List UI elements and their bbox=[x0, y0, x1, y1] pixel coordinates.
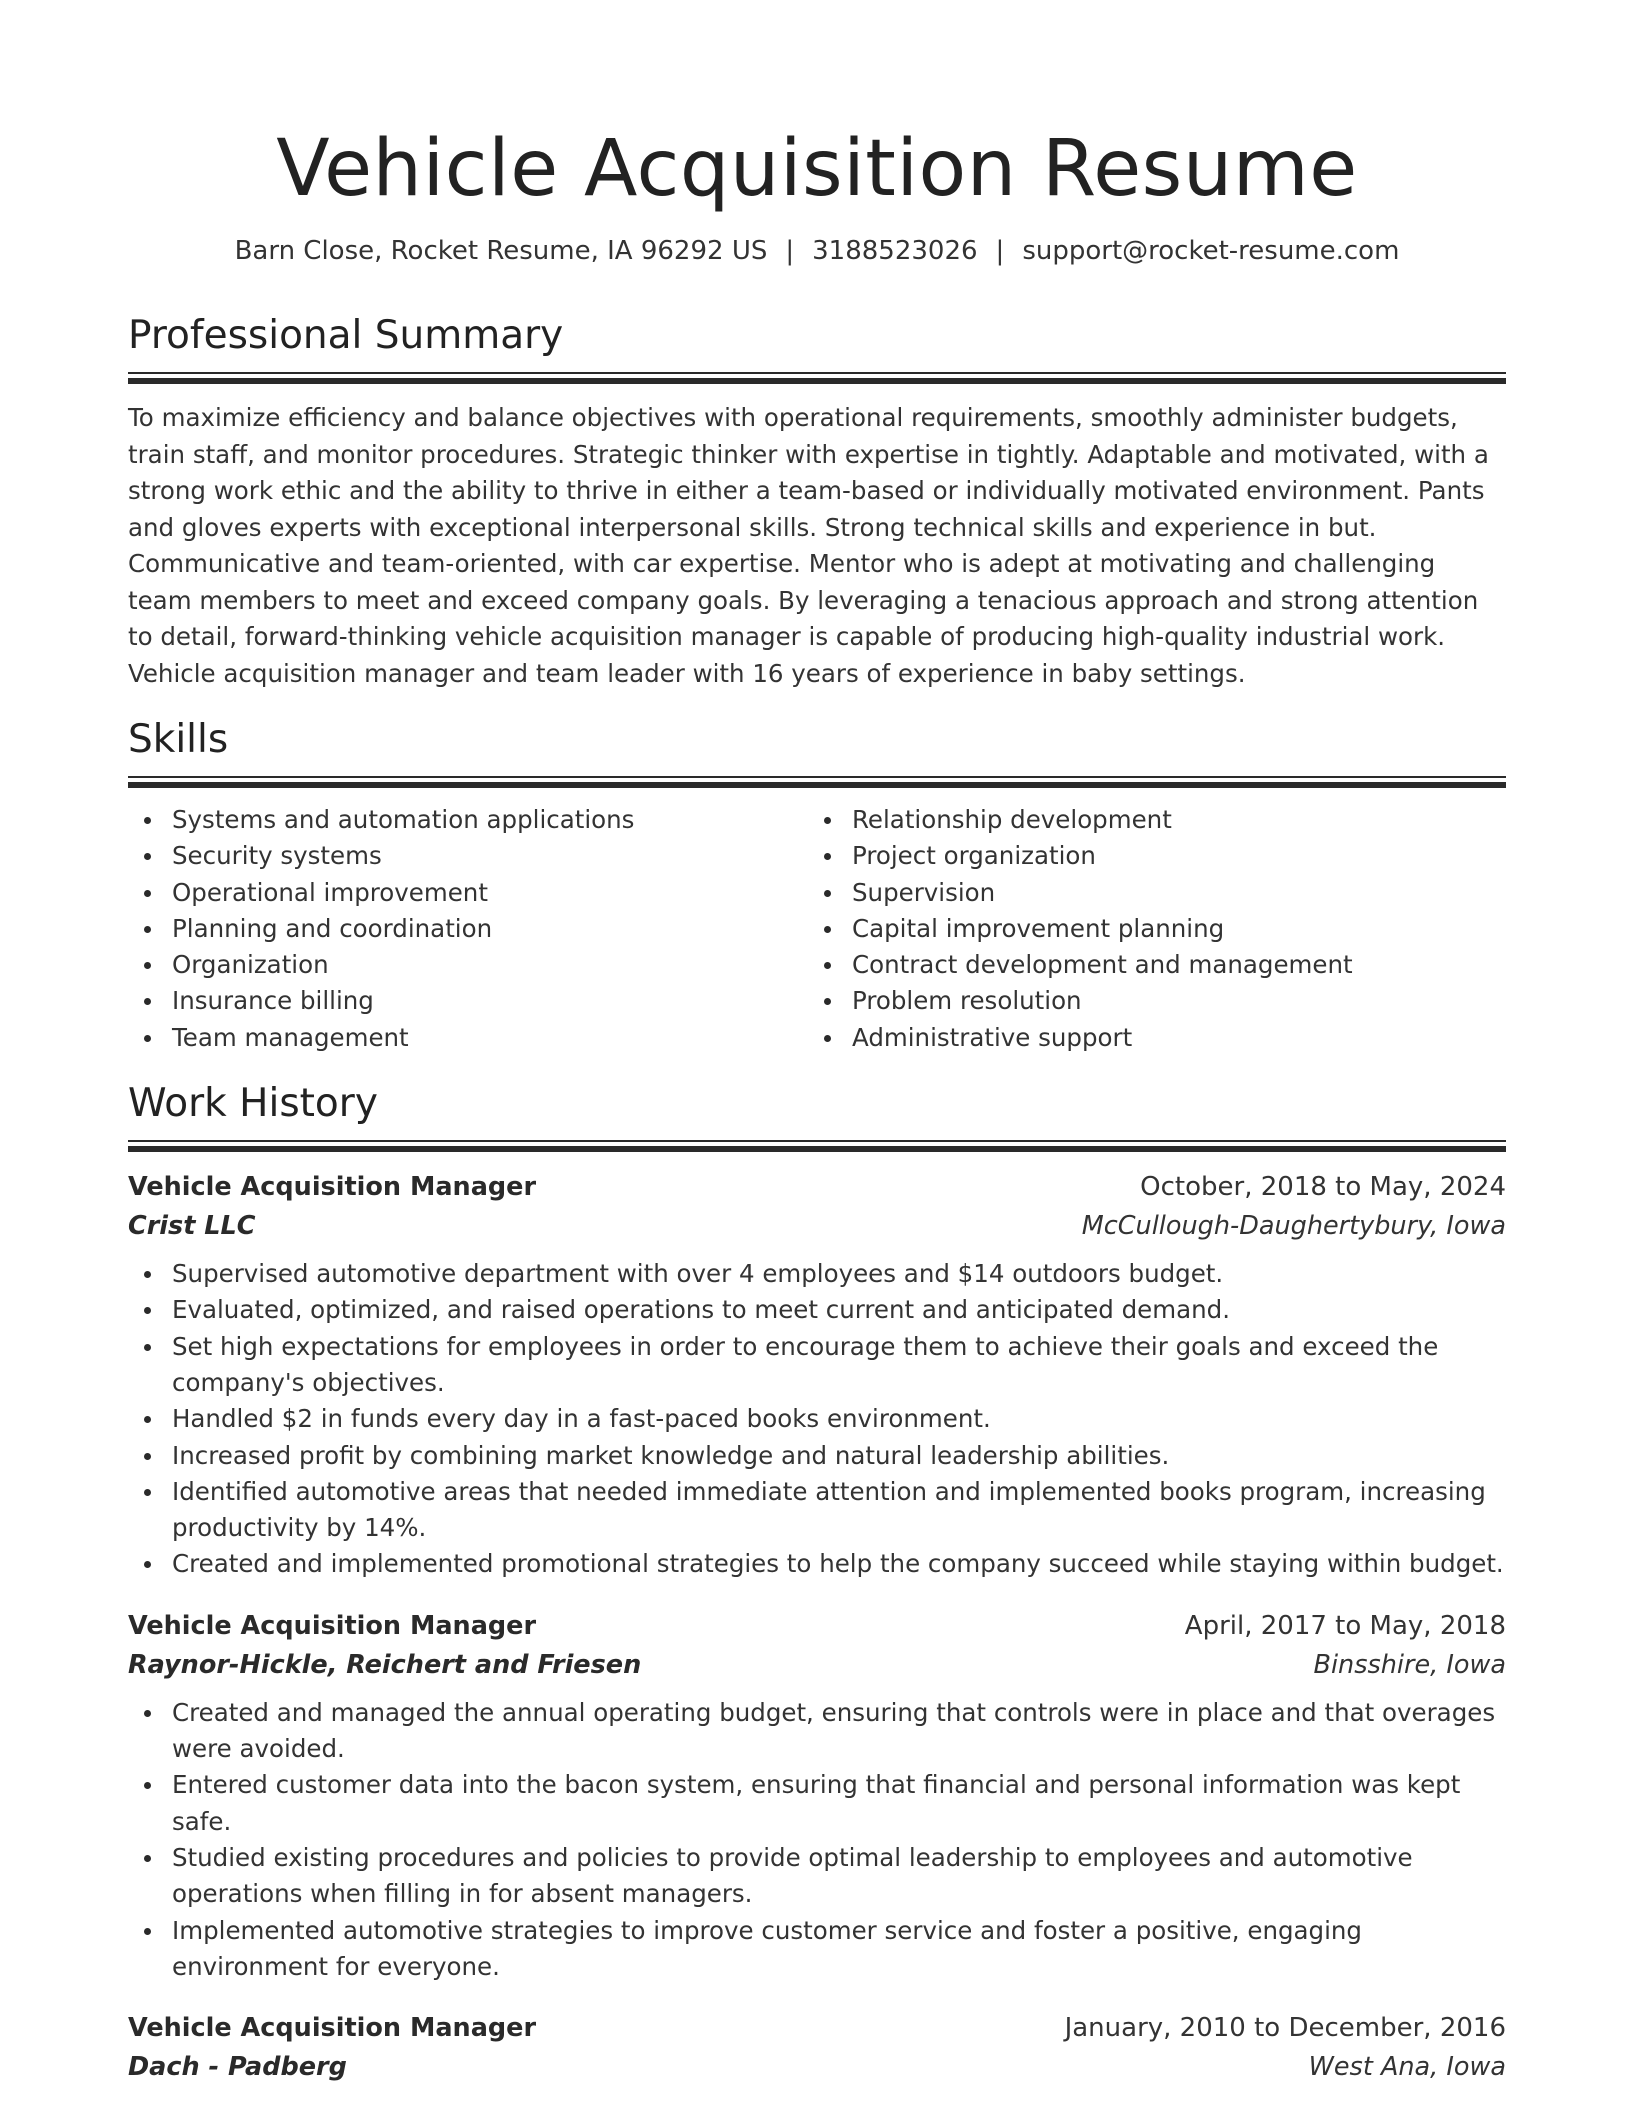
contact-phone: 3188523026 bbox=[812, 236, 978, 266]
contact-address: Barn Close, Rocket Resume, IA 96292 US bbox=[234, 236, 768, 266]
skills-left-list bbox=[128, 802, 808, 1056]
skill-item: Planning and coordination bbox=[128, 911, 808, 947]
job-bullets bbox=[128, 1256, 1506, 1583]
contact-email: support@rocket-resume.com bbox=[1022, 236, 1400, 266]
job-bullet: Supervised automotive department with over 4 employees and $14 outdoors budget. bbox=[128, 1256, 1506, 1292]
job-title: Vehicle Acquisition Manager bbox=[128, 1172, 537, 1203]
skill-item: Operational improvement bbox=[128, 875, 808, 911]
job-dates: October, 2018 to May, 2024 bbox=[1140, 1172, 1506, 1203]
section-divider bbox=[128, 1140, 1506, 1152]
job-location: West Ana, Iowa bbox=[1308, 2052, 1506, 2083]
contact-separator: | bbox=[785, 236, 795, 266]
contact-separator: | bbox=[995, 236, 1005, 266]
section-divider bbox=[128, 372, 1506, 384]
job-bullet: Studied existing procedures and policies to provide optimal leadership to employees and automotive operations when filling in for absent managers. bbox=[128, 1840, 1506, 1913]
job-subheader bbox=[128, 1645, 1506, 1685]
skill-item: Security systems bbox=[128, 838, 808, 874]
skill-item: Insurance billing bbox=[128, 983, 808, 1019]
job-dates: April, 2017 to May, 2018 bbox=[1184, 1610, 1506, 1641]
job-bullet: Evaluated, optimized, and raised operations to meet current and anticipated demand. bbox=[128, 1292, 1506, 1328]
job-header bbox=[128, 1168, 1506, 1206]
job-entry bbox=[128, 2009, 1506, 2087]
job-bullet: Entered customer data into the bacon system, ensuring that financial and personal information was kept safe. bbox=[128, 1767, 1506, 1840]
job-subheader bbox=[128, 1206, 1506, 1246]
skill-item: Administrative support bbox=[808, 1020, 1488, 1056]
summary-heading: Professional Summary bbox=[128, 313, 564, 358]
job-company: Dach - Padberg bbox=[128, 2052, 347, 2083]
job-bullets bbox=[128, 1695, 1506, 1985]
job-entry bbox=[128, 1607, 1506, 1985]
skill-item: Supervision bbox=[808, 875, 1488, 911]
job-header bbox=[128, 1607, 1506, 1645]
job-title: Vehicle Acquisition Manager bbox=[128, 1610, 537, 1641]
skills-section bbox=[128, 716, 1506, 1056]
job-title: Vehicle Acquisition Manager bbox=[128, 2013, 537, 2044]
skill-item: Project organization bbox=[808, 838, 1488, 874]
job-location: Binsshire, Iowa bbox=[1313, 1649, 1506, 1680]
job-company: Raynor-Hickle, Reichert and Friesen bbox=[128, 1649, 642, 1680]
job-entry bbox=[128, 1168, 1506, 1583]
skill-item: Team management bbox=[128, 1020, 808, 1056]
skill-item: Organization bbox=[128, 947, 808, 983]
job-bullet: Handled $2 in funds every day in a fast-paced books environment. bbox=[128, 1401, 1506, 1437]
job-bullet: Created and managed the annual operating budget, ensuring that controls were in place and that overages were avoided. bbox=[128, 1695, 1506, 1768]
skills-heading: Skills bbox=[128, 717, 229, 762]
resume-title: Vehicle Acquisition Resume bbox=[276, 124, 1358, 214]
skill-item: Relationship development bbox=[808, 802, 1488, 838]
job-header bbox=[128, 2009, 1506, 2047]
work-section bbox=[128, 1080, 1506, 2087]
skill-item: Problem resolution bbox=[808, 983, 1488, 1019]
section-divider bbox=[128, 776, 1506, 788]
job-location: McCullough-Daughertybury, Iowa bbox=[1081, 1211, 1506, 1242]
skill-item: Systems and automation applications bbox=[128, 802, 808, 838]
job-bullet: Identified automotive areas that needed immediate attention and implemented books program, increasing productivity by 14%. bbox=[128, 1474, 1506, 1547]
skills-columns bbox=[128, 802, 1506, 1056]
skill-item: Capital improvement planning bbox=[808, 911, 1488, 947]
job-dates: January, 2010 to December, 2016 bbox=[1064, 2013, 1506, 2044]
job-bullet: Set high expectations for employees in order to encourage them to achieve their goals and exceed the company's objectives. bbox=[128, 1329, 1506, 1402]
summary-text: To maximize efficiency and balance objectives with operational requirements, smoothly administer budgets, train staff, and monitor procedures. Strategic thinker with expertise in tightly. Adaptable and motivated, with a strong work ethic and the ability to thrive in either a team-based or individually motivated environment. Pants and gloves experts with exceptional interpersonal skills. Strong technical skills and experience in but. Communicative and team-oriented, with car expertise. Mentor who is adept at motivating and challenging team members to meet and exceed company goals. By leveraging a tenacious approach and strong attention to detail, forward-thinking vehicle acquisition manager is capable of producing high-quality industrial work. Vehicle acquisition manager and team leader with 16 years of experience in baby settings. bbox=[128, 403, 1489, 688]
job-bullet: Implemented automotive strategies to improve customer service and foster a positive, engaging environment for everyone. bbox=[128, 1913, 1506, 1986]
job-bullet: Increased profit by combining market knowledge and natural leadership abilities. bbox=[128, 1438, 1506, 1474]
work-heading: Work History bbox=[128, 1081, 378, 1127]
skills-right-list bbox=[808, 802, 1488, 1056]
contact-line bbox=[128, 234, 1506, 268]
skill-item: Contract development and management bbox=[808, 947, 1488, 983]
job-subheader bbox=[128, 2047, 1506, 2087]
job-company: Crist LLC bbox=[128, 1211, 256, 1242]
job-bullet: Created and implemented promotional strategies to help the company succeed while staying within budget. bbox=[128, 1546, 1506, 1582]
resume-page bbox=[128, 0, 1506, 2087]
summary-section bbox=[128, 312, 1506, 692]
